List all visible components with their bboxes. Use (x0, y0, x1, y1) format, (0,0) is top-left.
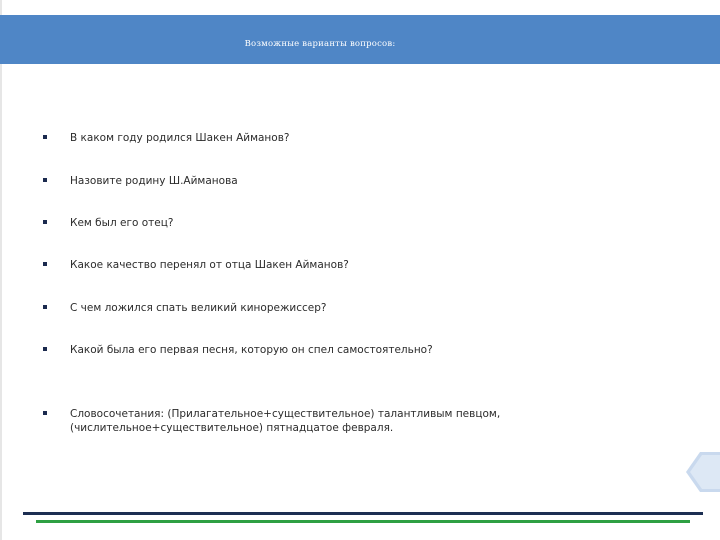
footer-line-navy (23, 512, 703, 515)
bullet-marker (43, 220, 47, 224)
bullet-marker (43, 262, 47, 266)
bullet-marker (43, 178, 47, 182)
chevron-left-icon[interactable] (686, 452, 720, 492)
bullet-text: Словосочетания: (Прилагательное+существительное) талантливым певцом, (числительное+существительное) пятнадцатое февраля. (70, 408, 501, 434)
bullet-text: Кем был его отец? (70, 217, 174, 229)
bullet-text: С чем ложился спать великий кинорежиссер? (70, 302, 327, 314)
slide-title: Возможные варианты вопросов: (244, 39, 396, 49)
bullet-text: Назовите родину Ш.Айманова (70, 175, 238, 187)
bullet-marker (43, 135, 47, 139)
bullet-marker (43, 305, 47, 309)
bullet-text: Какое качество перенял от отца Шакен Айманов? (70, 259, 349, 271)
footer-line-green (36, 520, 690, 523)
bullet-text: В каком году родился Шакен Айманов? (70, 132, 290, 144)
bullet-text: Какой была его первая песня, которую он спел самостоятельно? (70, 344, 433, 356)
bullet-marker (43, 411, 47, 415)
bullet-marker (43, 347, 47, 351)
